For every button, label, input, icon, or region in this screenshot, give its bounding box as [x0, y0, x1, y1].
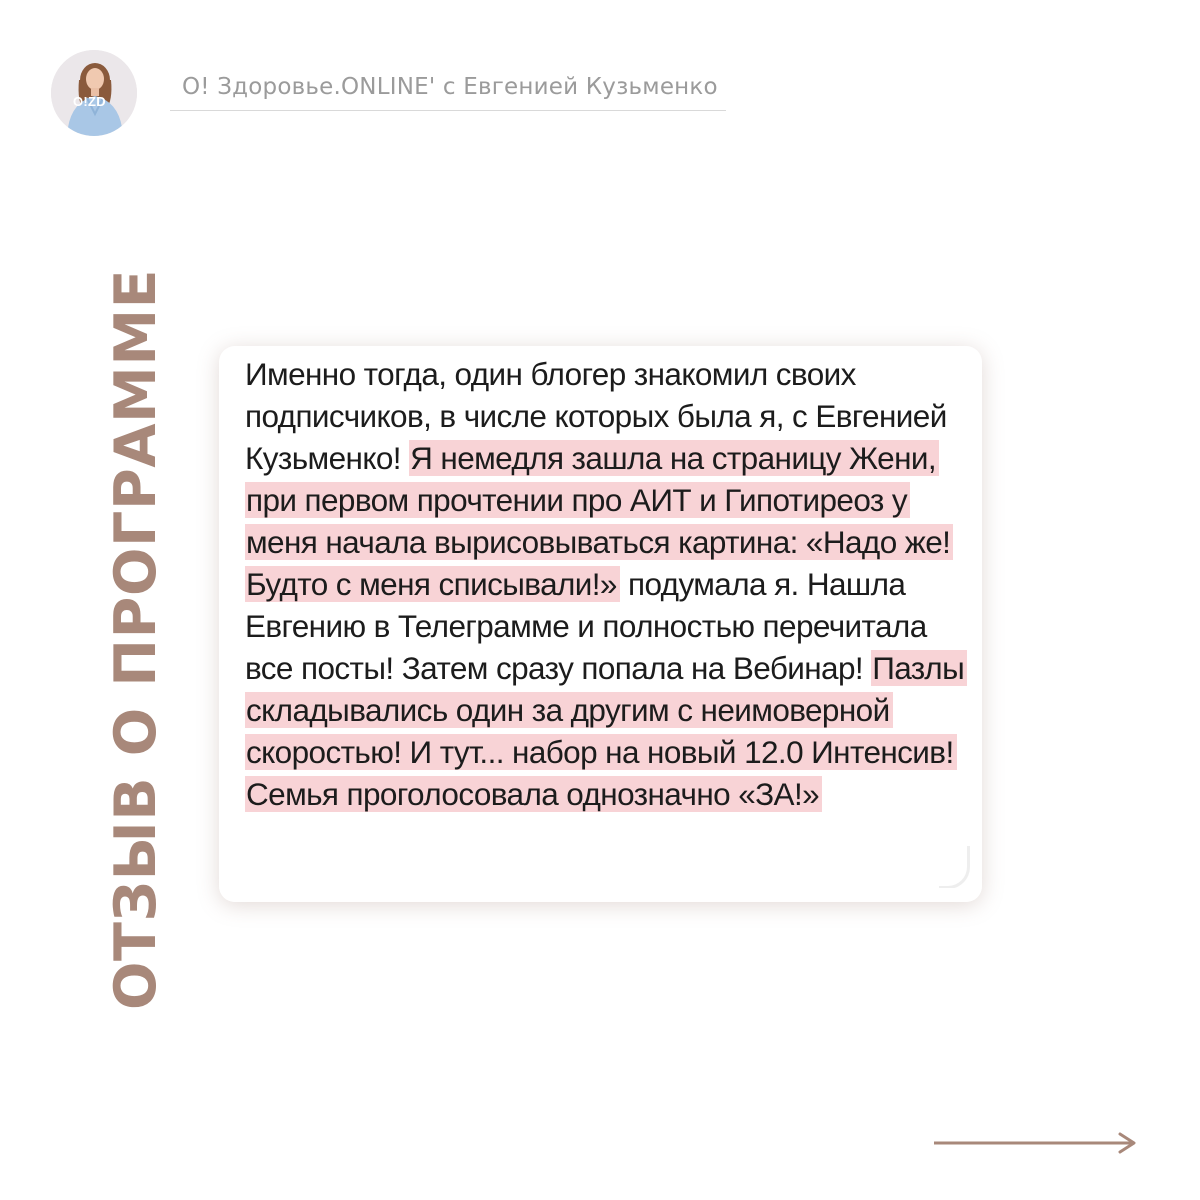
review-message [245, 353, 970, 815]
avatar-badge: O!ZD [73, 94, 106, 109]
brand-name: O! Здоровье.ONLINE' с Евгенией Кузьменко [182, 74, 718, 100]
review-screenshot-card [219, 346, 982, 902]
author-avatar [51, 50, 137, 136]
review-text-segment: подумала я. Нашла Евгению в Телеграмме и полностью перечитала все посты! Затем сразу попала на Вебинар! [245, 566, 927, 686]
side-title: ОТЗЫВ О ПРОГРАММЕ [103, 268, 169, 1010]
review-highlight: Пазлы складывались один за другим с неимоверной скоростью! И тут... набор на новый 12.0 Интенсив! Семья проголосовала однозначно «ЗА!» [245, 650, 967, 812]
brand-divider [170, 110, 726, 111]
arrow-right-icon[interactable] [934, 1132, 1138, 1154]
review-text-segment: Именно тогда, один блогер знакомил своих подписчиков, в числе которых была я, с Евгенией Кузьменко! [245, 356, 947, 476]
review-highlight: Я немедля зашла на страницу Жени, при первом прочтении про АИТ и Гипотиреоз у меня начала вырисовываться картина: «Надо же! Будто с меня списывали!» [245, 440, 953, 602]
card-bottom-edge [219, 888, 982, 902]
message-bubble-tail [939, 846, 970, 889]
